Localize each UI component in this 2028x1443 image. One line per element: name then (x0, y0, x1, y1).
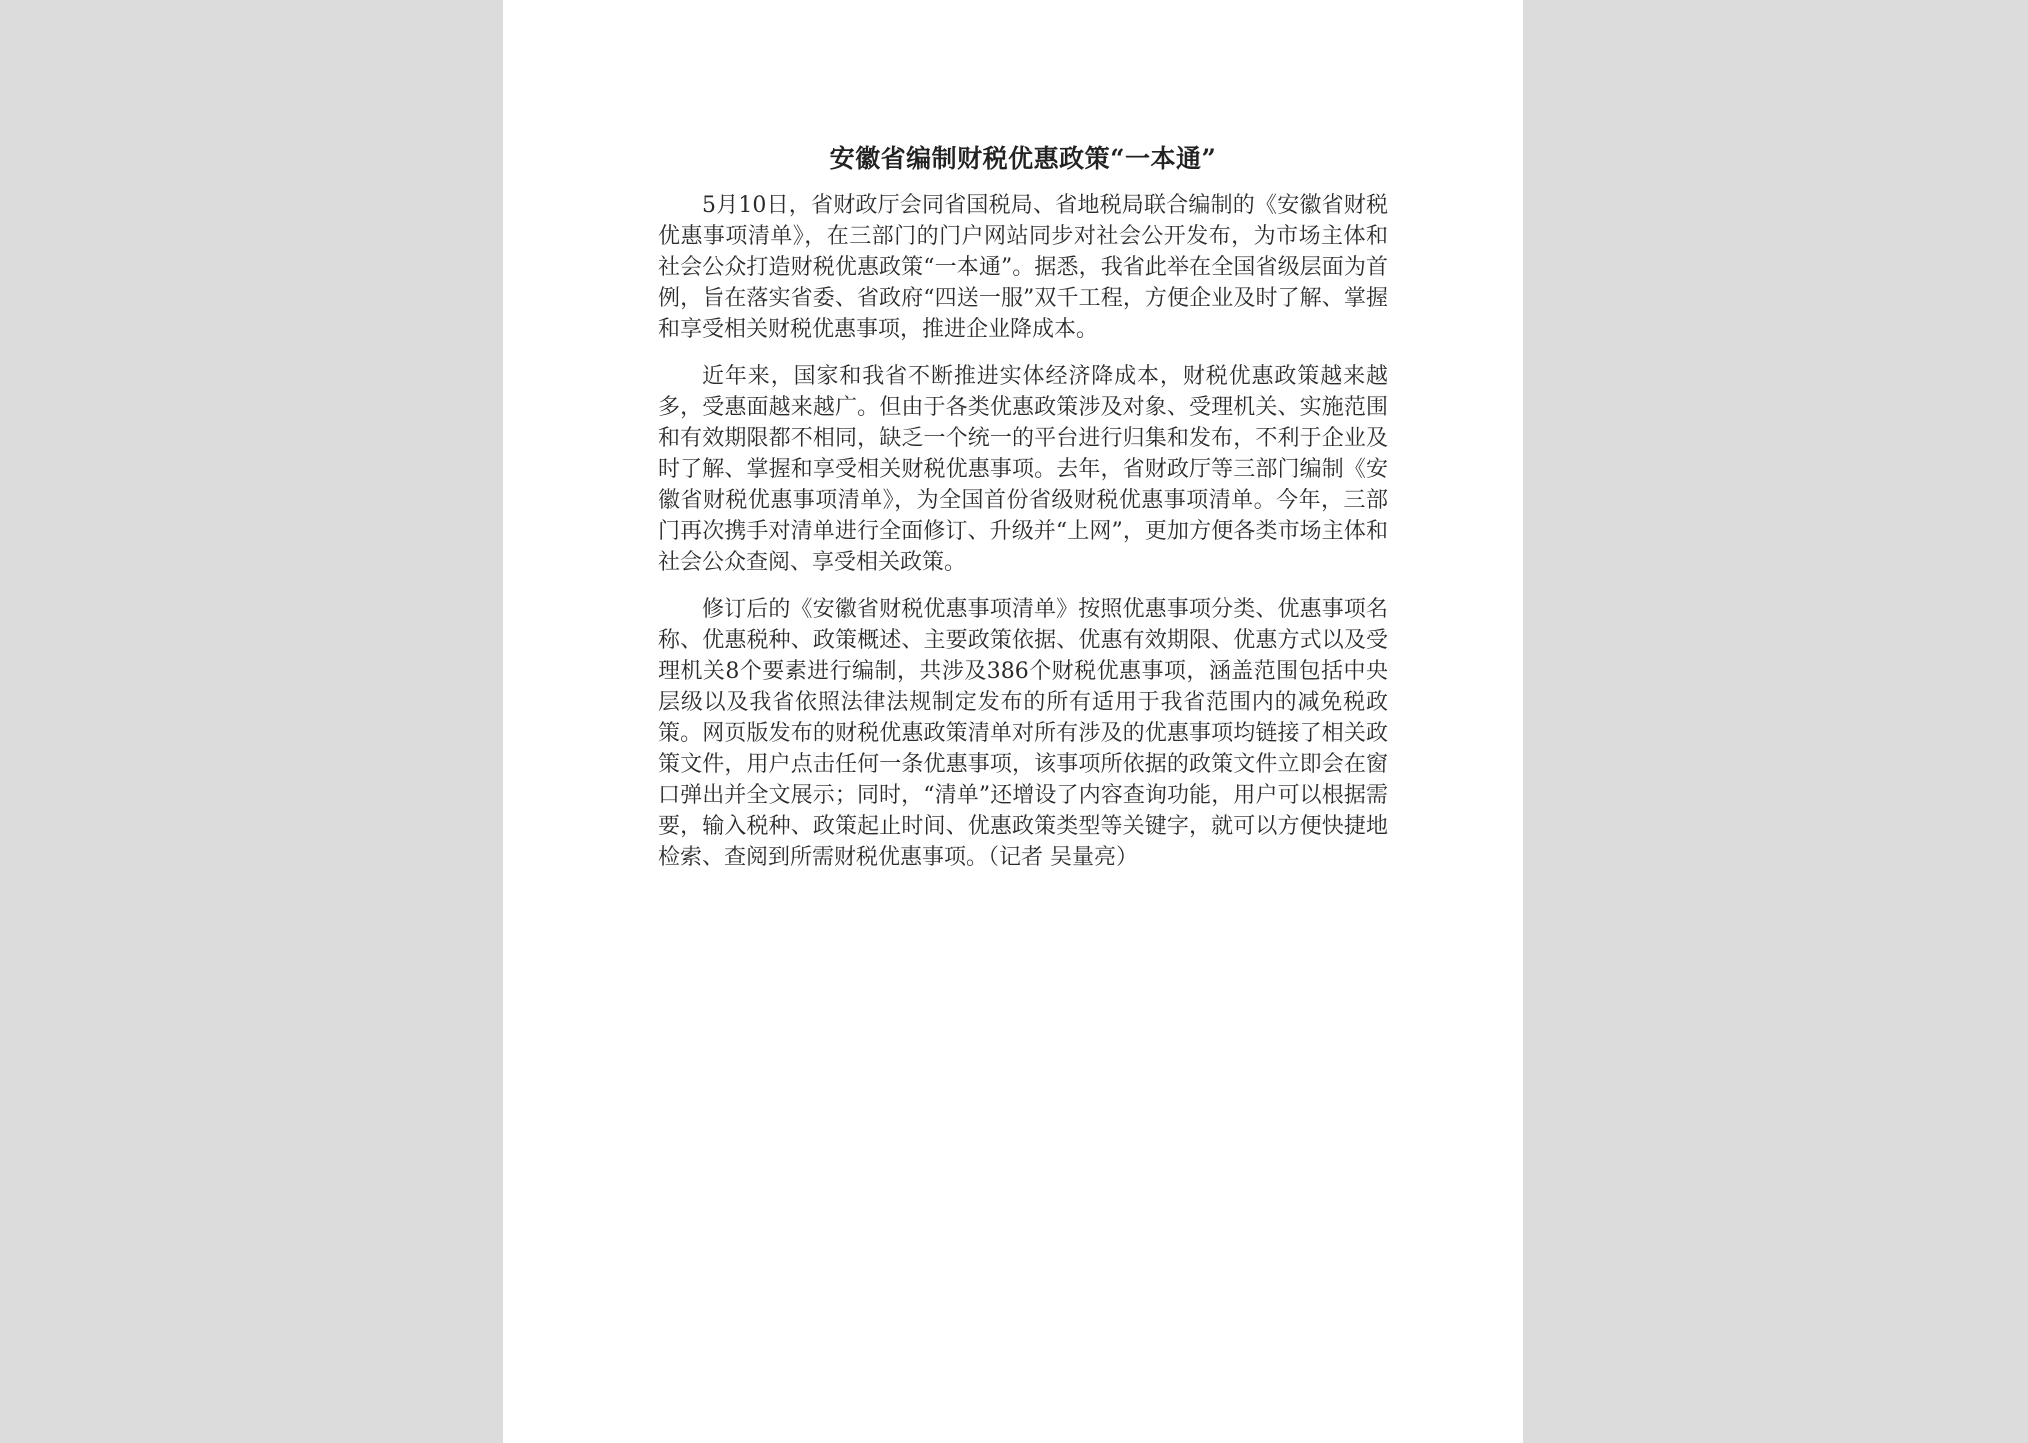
document-page (503, 0, 1523, 1443)
article-paragraph-2: 近年来，国家和我省不断推进实体经济降成本，财税优惠政策越来越多，受惠面越来越广。但由于各类优惠政策涉及对象、受理机关、实施范围和有效期限都不相同，缺乏一个统一的平台进行归集和发布，不利于企业及时了解、掌握和享受相关财税优惠事项。去年，省财政厅等三部门编制《安徽省财税优惠事项清单》，为全国首份省级财税优惠事项清单。今年，三部门再次携手对清单进行全面修订、升级并“上网”，更加方便各类市场主体和社会公众查阅、享受相关政策。 (658, 364, 1388, 575)
article-paragraph-1: 5月10日，省财政厅会同省国税局、省地税局联合编制的《安徽省财税优惠事项清单》，在三部门的门户网站同步对社会公开发布，为市场主体和社会公众打造财税优惠政策“一本通”。据悉，我省此举在全国省级层面为首例，旨在落实省委、省政府“四送一服”双千工程，方便企业及时了解、掌握和享受相关财税优惠事项，推进企业降成本。 (658, 193, 1388, 342)
article-paragraph-3: 修订后的《安徽省财税优惠事项清单》按照优惠事项分类、优惠事项名称、优惠税种、政策概述、主要政策依据、优惠有效期限、优惠方式以及受理机关8个要素进行编制，共涉及386个财税优惠事项，涵盖范围包括中央层级以及我省依照法律法规制定发布的所有适用于我省范围内的减免税政策。网页版发布的财税优惠政策清单对所有涉及的优惠事项均链接了相关政策文件，用户点击任何一条优惠事项，该事项所依据的政策文件立即会在窗口弹出并全文展示；同时，“清单”还增设了内容查询功能，用户可以根据需要，输入税种、政策起止时间、优惠政策类型等关键字，就可以方便快捷地检索、查阅到所需财税优惠事项。（记者 吴量亮） (658, 597, 1388, 870)
article-body (658, 140, 1388, 889)
article-title: 安徽省编制财税优惠政策“一本通” (829, 144, 1217, 173)
